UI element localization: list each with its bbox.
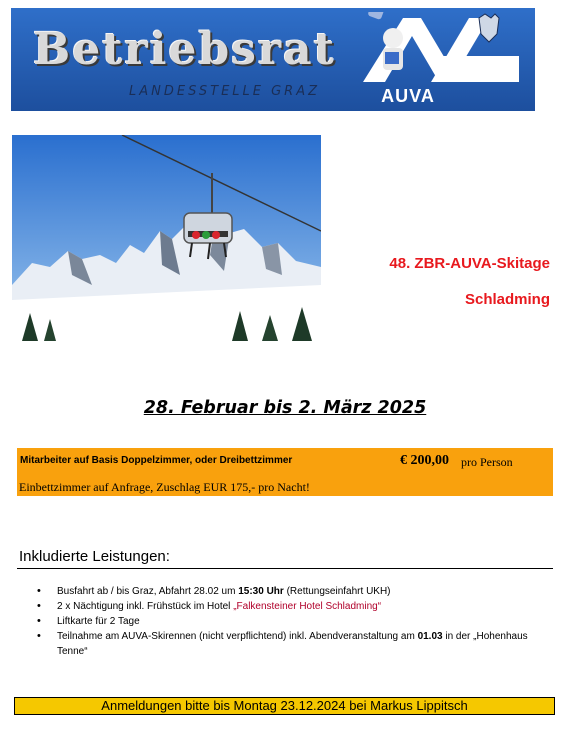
divider xyxy=(17,568,553,569)
event-title: 48. ZBR-AUVA-Skitage xyxy=(389,255,550,272)
price-box xyxy=(17,448,553,496)
single-room-note: Einbettzimmer auf Anfrage, Zuschlag EUR 175,- pro Nacht! xyxy=(19,480,310,494)
item-race-date: 01.03 xyxy=(417,631,443,642)
event-dates: 28. Februar bis 2. März 2025 xyxy=(143,398,427,418)
price-amount: € 200,00 xyxy=(400,453,449,468)
list-item xyxy=(35,614,535,629)
ski-lift-photo xyxy=(12,135,321,341)
registration-banner: Anmeldungen bitte bis Montag 23.12.2024 bei Markus Lippitsch xyxy=(14,697,555,715)
item-bus-note: (Rettungseinfahrt UKH) xyxy=(283,586,391,597)
item-race-text: Teilnahme am AUVA-Skirennen (nicht verpflichtend) inkl. Abendveranstaltung am xyxy=(57,631,418,642)
item-hotel-text: 2 x Nächtigung inkl. Frühstück im Hotel xyxy=(57,601,234,612)
price-label: Mitarbeiter auf Basis Doppelzimmer, oder Dreibettzimmer xyxy=(20,455,293,466)
banner-subtitle: LANDESSTELLE GRAZ xyxy=(129,84,321,99)
included-list xyxy=(35,584,535,659)
chairlift-mountain-image xyxy=(12,135,321,341)
logo-text: AUVA xyxy=(381,86,435,106)
banner-title: Betriebsrat xyxy=(33,24,336,75)
included-heading: Inkludierte Leistungen: xyxy=(19,548,170,565)
list-item xyxy=(35,629,535,659)
item-liftpass-text: Liftkarte für 2 Tage xyxy=(57,616,140,627)
price-unit: pro Person xyxy=(461,455,513,469)
item-race-venue: in der „Hohenhaus Tenne“ xyxy=(57,631,528,657)
list-item xyxy=(35,584,535,599)
header-banner xyxy=(11,8,535,111)
item-bus-time: 15:30 Uhr xyxy=(238,586,284,597)
list-item xyxy=(35,599,535,614)
item-hotel-name: „Falkensteiner Hotel Schladming“ xyxy=(233,601,382,612)
event-location: Schladming xyxy=(464,291,550,308)
item-bus-text: Busfahrt ab / bis Graz, Abfahrt 28.02 um xyxy=(57,586,239,597)
auva-logo xyxy=(359,12,529,108)
